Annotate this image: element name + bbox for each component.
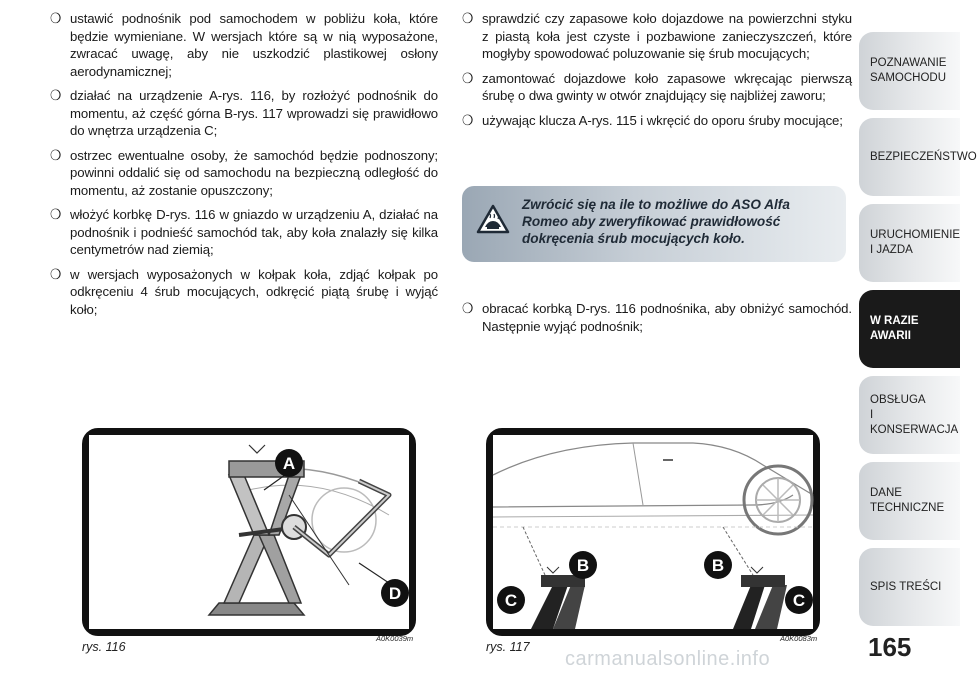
figure-117-jack-points (486, 428, 820, 636)
instruction-item: ❍ włożyć korbkę D-rys. 116 w gniazdo w urządzeniu A, działać na podnośnik i podnieść samochód tak, aby koła znalazły się kilka centymetrów nad ziemią; (50, 206, 438, 257)
right-column-top (462, 10, 852, 136)
tab-spis-tresci[interactable]: SPIS TREŚCI (859, 548, 960, 626)
right-column-bottom (462, 300, 852, 342)
callout-d: D (388, 584, 402, 603)
callout-c-left: C (504, 591, 518, 610)
figure-116-jack (82, 428, 416, 636)
instruction-item: ❍ używając klucza A-rys. 115 i wkręcić do oporu śruby mocujące; (462, 111, 843, 128)
callout-a: A (282, 454, 296, 473)
tab-uruchomienie-i-jazda[interactable]: URUCHOMIENIE I JAZDA (859, 204, 960, 282)
instruction-item: ❍ sprawdzić czy zapasowe koło dojazdowe na powierzchni styku z piastą koła jest czyste i pozbawione zanieczyszczeń, które mogłyby spowodować poluzowanie się śrub mocujących; (462, 10, 852, 61)
instruction-item: ❍ ustawić podnośnik pod samochodem w pobliżu koła, które będzie wymieniane. W wersjach które są w nią wyposażone, zwracać uwagę, aby nie uszkodzić plastikowej osłony aerodynamicznej; (50, 10, 438, 79)
tab-obsluga-i-konserwacja[interactable]: OBSŁUGA I KONSERWACJA (859, 376, 960, 454)
callout-c-right: C (792, 591, 806, 610)
instruction-item: ❍ zamontować dojazdowe koło zapasowe wkręcając pierwszą śrubę o dwa gwinty w otwór znajdujący się najbliżej zaworu; (462, 69, 852, 103)
warning-triangle-icon (476, 204, 510, 234)
watermark: carmanualsonline.info (565, 648, 771, 670)
instruction-item: ❍ w wersjach wyposażonych w kołpak koła, zdjąć kołpak po odkręceniu 4 śrub mocujących, odkręcić piątą śrubę i wyjąć koło; (50, 265, 438, 317)
tab-dane-techniczne[interactable]: DANE TECHNICZNE (859, 462, 960, 540)
callout-b-left: B (576, 556, 590, 575)
instruction-item: ❍ obracać korbką D-rys. 116 podnośnika, aby obniżyć samochód. Następnie wyjąć podnośnik; (462, 300, 852, 334)
left-column (50, 10, 438, 325)
tab-w-razie-awarii[interactable]: W RAZIE AWARII (859, 290, 960, 368)
warning-text: Zwrócić się na ile to możliwe do ASO Alfa Romeo aby zweryfikować prawidłowość dokręcenia śrub mocujących koło. (522, 197, 790, 246)
page-number: 165 (868, 632, 912, 662)
callout-b-right: B (711, 556, 725, 575)
instruction-item: ❍ działać na urządzenie A-rys. 116, by rozłożyć podnośnik do momentu, aż część górna B-rys. 117 wprowadzi się prawidłowo do wnętrza urządzenia C; (50, 87, 438, 138)
chapter-tabs (859, 0, 977, 677)
car-side-illustration (493, 435, 813, 629)
figure-117-caption: rys. 117 (486, 640, 530, 654)
tab-poznawanie-samochodu[interactable]: POZNAWANIE SAMOCHODU (859, 32, 960, 110)
figure-117-code: A0K0083m (780, 634, 818, 643)
warning-box (462, 186, 846, 262)
figure-116-caption: rys. 116 (82, 640, 126, 654)
figure-116-code: A0K0039m (376, 634, 414, 643)
tab-bezpieczenstwo[interactable]: BEZPIECZEŃSTWO (859, 118, 960, 196)
jack-illustration (89, 435, 409, 629)
instruction-item: ❍ ostrzec ewentualne osoby, że samochód będzie podnoszony; powinni oddalić się od samochodu na bezpieczną odległość do momentu, aż zostanie opuszczony; (50, 146, 438, 198)
